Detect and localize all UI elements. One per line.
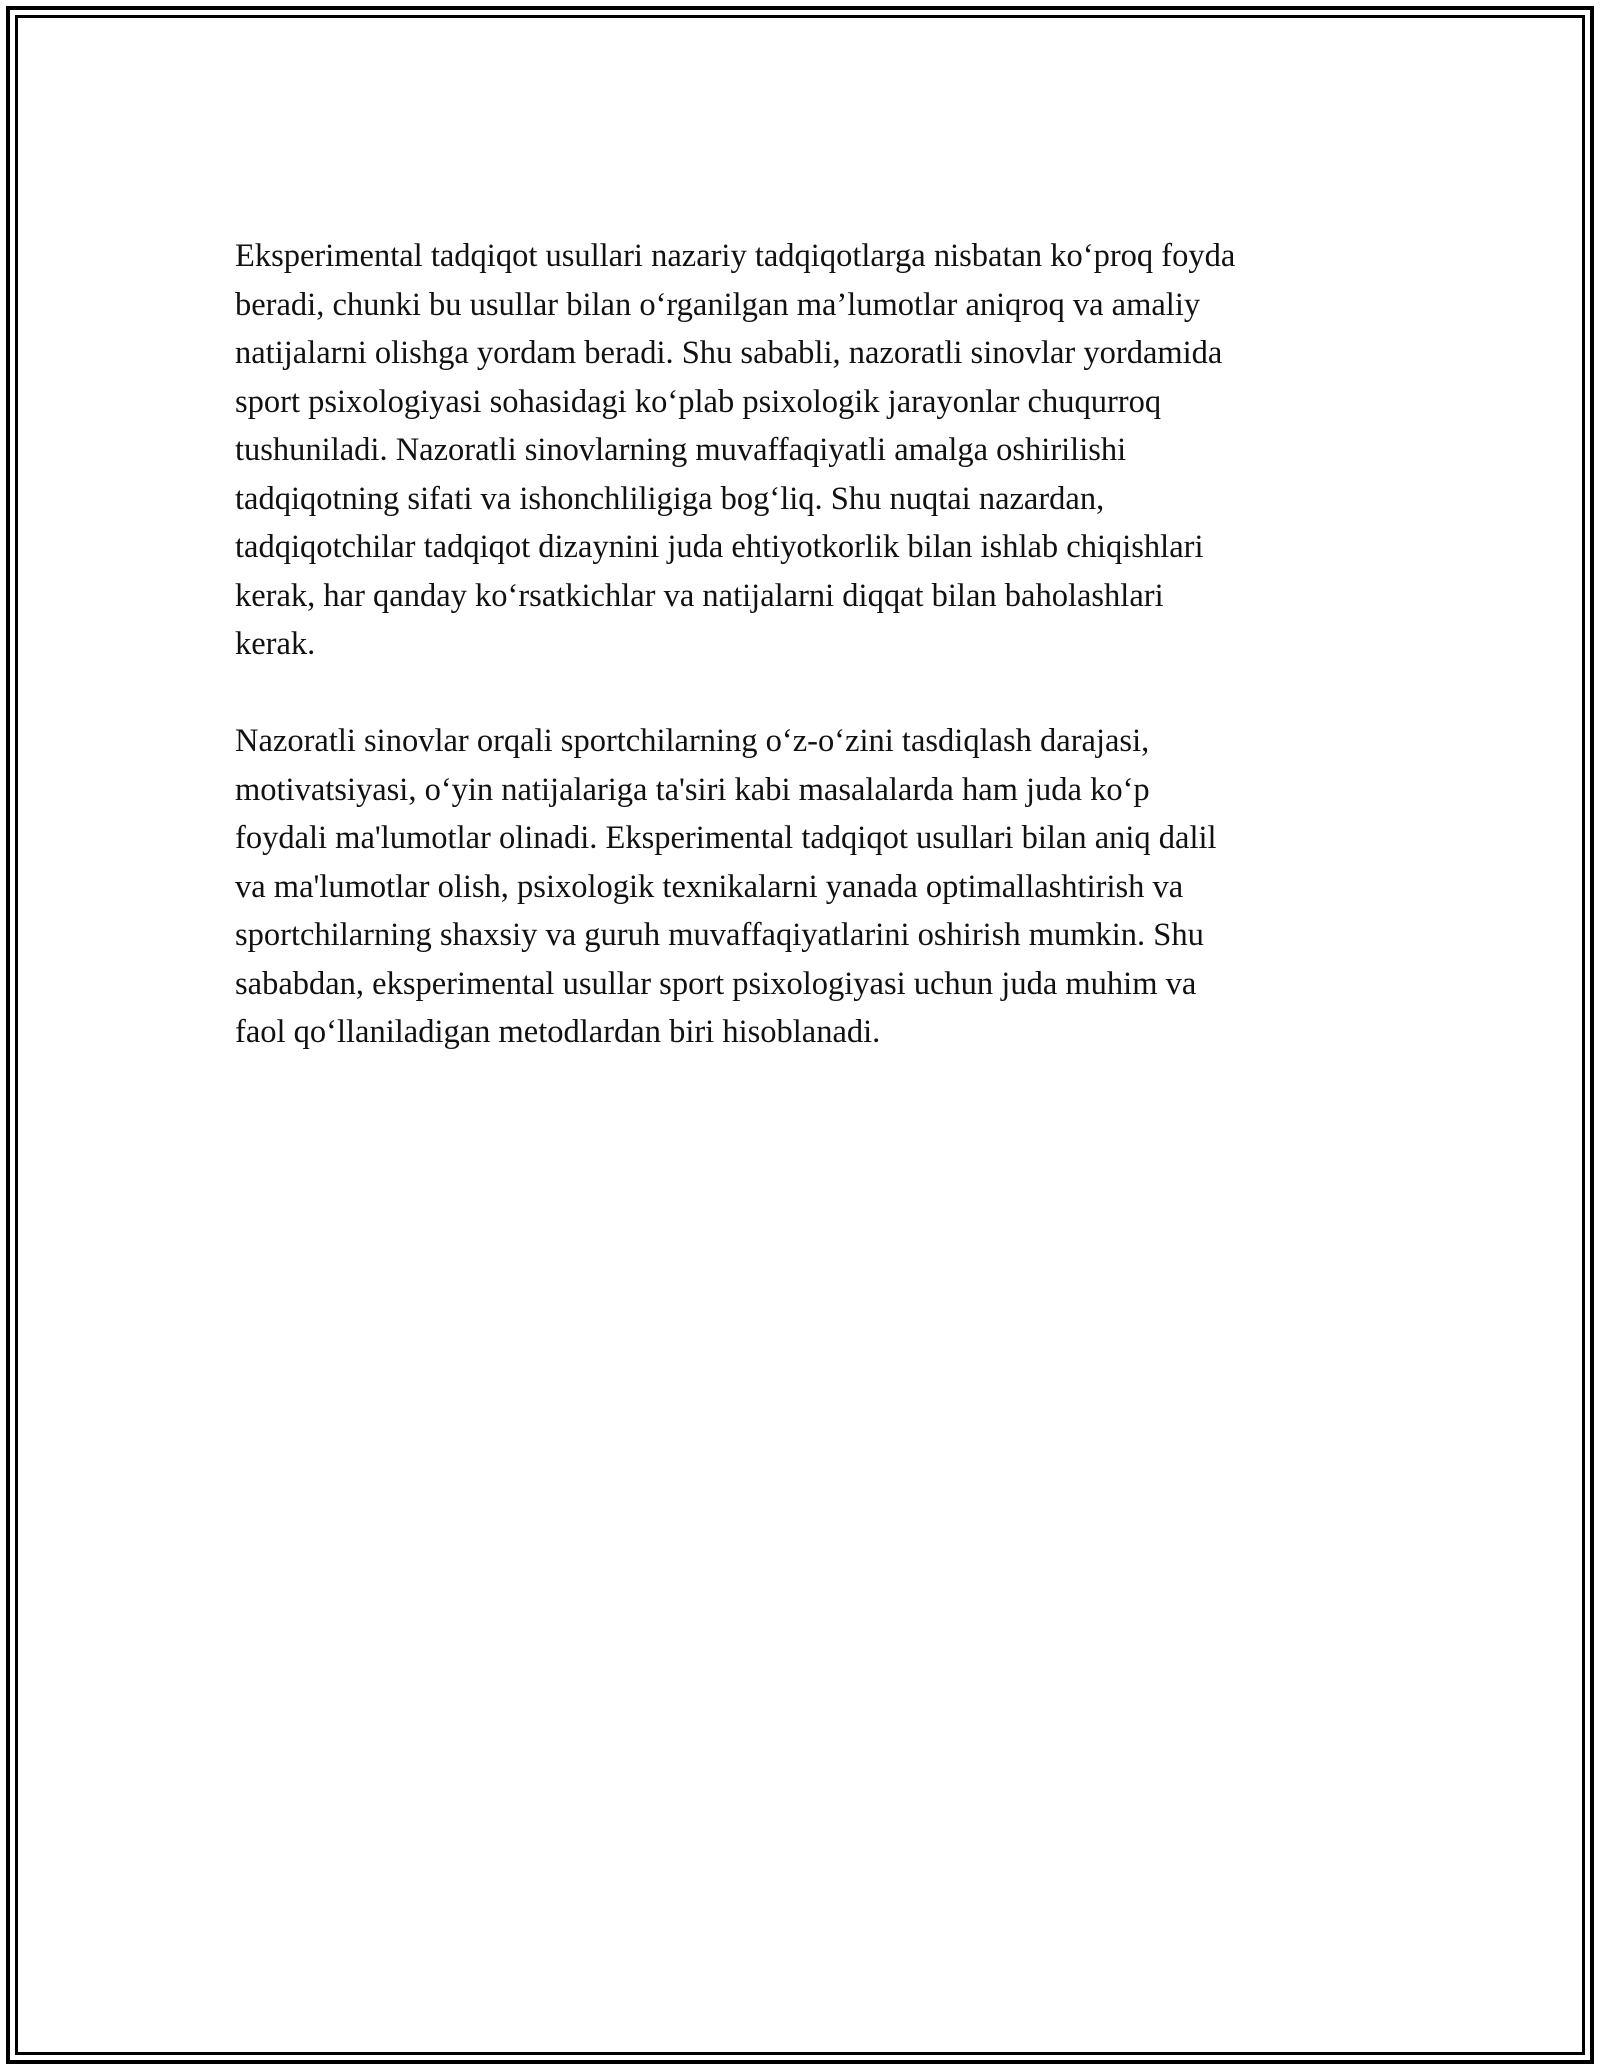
- paragraph-2: Nazoratli sinovlar orqali sportchilarning o‘z-o‘zini tasdiqlash darajasi, motivatsiyasi, o‘yin natijalariga ta'siri kabi masalalarda ham juda ko‘p foydali ma'lumotlar olinadi. Eksperimental tadqiqot usullari bilan aniq dalil va ma'lumotlar olish, psixologik texnikalarni yanada optimallashtirish va sportchilarning shaxsiy va guruh muvaffaqiyatlarini oshirish mumkin. Shu sababdan, eksperimental usullar sport psixologiyasi uchun juda muhim va faol qo‘llaniladigan metodlardan biri hisoblanadi.: [235, 723, 1217, 1050]
- paragraph-1: Eksperimental tadqiqot usullari nazariy tadqiqotlarga nisbatan ko‘proq foyda beradi, chunki bu usullar bilan o‘rganilgan ma’lumotlar aniqroq va amaliy natijalarni olishga yordam beradi. Shu sababli, nazoratli sinovlar yordamida sport psixologiyasi sohasidagi ko‘plab psixologik jarayonlar chuqurroq tushuniladi. Nazoratli sinovlarning muvaffaqiyatli amalga oshirilishi tadqiqotning sifati va ishonchliligiga bog‘liq. Shu nuqtai nazardan, tadqiqotchilar tadqiqot dizaynini juda ehtiyotkorlik bilan ishlab chiqishlari kerak, har qanday ko‘rsatkichlar va natijalarni diqqat bilan baholashlari kerak.: [235, 238, 1236, 662]
- document-body: [235, 232, 1375, 1105]
